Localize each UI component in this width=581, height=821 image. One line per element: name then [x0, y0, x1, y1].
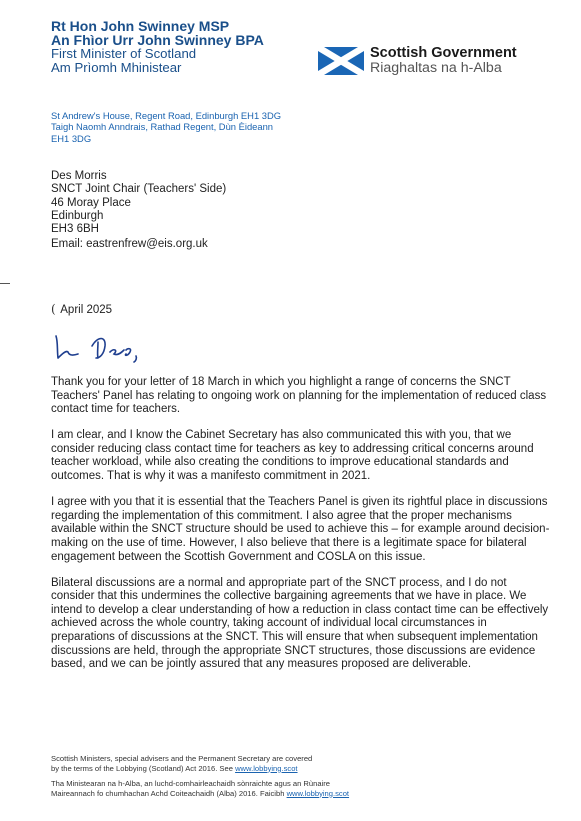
lobbying-link-gd[interactable]: www.lobbying.scot — [286, 788, 350, 798]
logo-text-en: Scottish Government — [370, 45, 517, 61]
footer-en-line2: by the terms of the Lobbying (Scotland) Act 2016. See — [51, 763, 233, 773]
minister-title-en: First Minister of Scotland — [51, 46, 197, 61]
footer-en — [51, 754, 531, 773]
recipient-name: Des Morris — [51, 170, 107, 182]
letter-date — [51, 302, 112, 316]
minister-block — [51, 20, 264, 74]
body-paragraph: I agree with you that it is essential that the Teachers Panel is given its rightful place in discussions regarding the implementation of this commitment. I also agree that the proper mechanisms available within the SNCT structure should be used to achieve this – for example around decision-making on the use of time. However, I also believe that there is a legitimate space for bilateral engagement between the Scottish Government and COSLA on this issue. — [51, 496, 550, 563]
footer-gd — [51, 779, 531, 798]
footer-en-line1: Scottish Ministers, special advisers and the Permanent Secretary are covered — [51, 754, 313, 763]
recipient-address — [51, 170, 226, 236]
fold-mark — [0, 283, 10, 284]
recipient-role: SNCT Joint Chair (Teachers' Side) — [51, 183, 227, 196]
address-line: EH1 3DG — [51, 132, 92, 144]
date-text: April 2025 — [60, 304, 113, 316]
address-line: Taigh Naomh Anndrais, Rathad Regent, Dùn Èideann — [51, 121, 274, 133]
minister-title-gd: Am Prìomh Mhinistear — [51, 59, 182, 75]
handwritten-day-mark: ( — [51, 302, 56, 316]
letter-body — [51, 376, 551, 684]
body-paragraph: Thank you for your letter of 18 March in which you highlight a range of concerns the SNCT Teachers' Panel has relating to ongoing work on planning for the implementation of reduced class contact time for teachers. — [51, 376, 547, 416]
logo-text-gd: Riaghaltas na h-Alba — [370, 60, 502, 76]
address-line: St Andrew's House, Regent Road, Edinburgh EH1 3DG — [51, 110, 282, 121]
handwritten-salutation — [52, 328, 172, 364]
footer-gd-line1: Tha Ministearan na h-Alba, an luchd-comhairleachaidh sònraichte agus an Rùnaire — [51, 779, 331, 788]
lobbying-footer — [51, 754, 531, 804]
minister-name-en: Rt Hon John Swinney MSP — [51, 18, 230, 34]
body-paragraph: Bilateral discussions are a normal and appropriate part of the SNCT process, and I do not consider that this undermines the collective bargaining agreements that we have in place. We intend to develop a clear understanding of how a reduction in class contact time can be effectively achieved across the whole country, taking account of individual local circumstances in preparations of discussions at the SNCT. This will ensure that when subsequent implementation discussions are held, through the appropriate SNCT structures, those discussions are evidence based, and we can be jointly assured that any measures proposed are deliverable. — [51, 576, 549, 671]
body-paragraph: I am clear, and I know the Cabinet Secretary has also communicated this with you, that we consider reducing class contact time for teachers as key to addressing critical concerns around teacher workload, while also creating the conditions to improve educational standards and outcomes. That is why it was a manifesto commitment in 2021. — [51, 429, 534, 483]
sender-address — [51, 110, 311, 144]
scottish-government-logo — [318, 45, 518, 77]
minister-name-gd: An Fhìor Urr John Swinney BPA — [51, 31, 264, 48]
lobbying-link[interactable]: www.lobbying.scot — [235, 763, 298, 773]
recipient-city: Edinburgh — [51, 209, 104, 222]
recipient-street: 46 Moray Place — [51, 196, 131, 209]
footer-gd-line2: Maireannach fo chumhachan Achd Coiteachaidh (Alba) 2016. Faicibh — [51, 788, 285, 798]
recipient-email: Email: eastrenfrew@eis.org.uk — [51, 238, 208, 250]
recipient-postcode: EH3 6BH — [51, 223, 99, 236]
saltire-flag-icon — [318, 47, 364, 75]
